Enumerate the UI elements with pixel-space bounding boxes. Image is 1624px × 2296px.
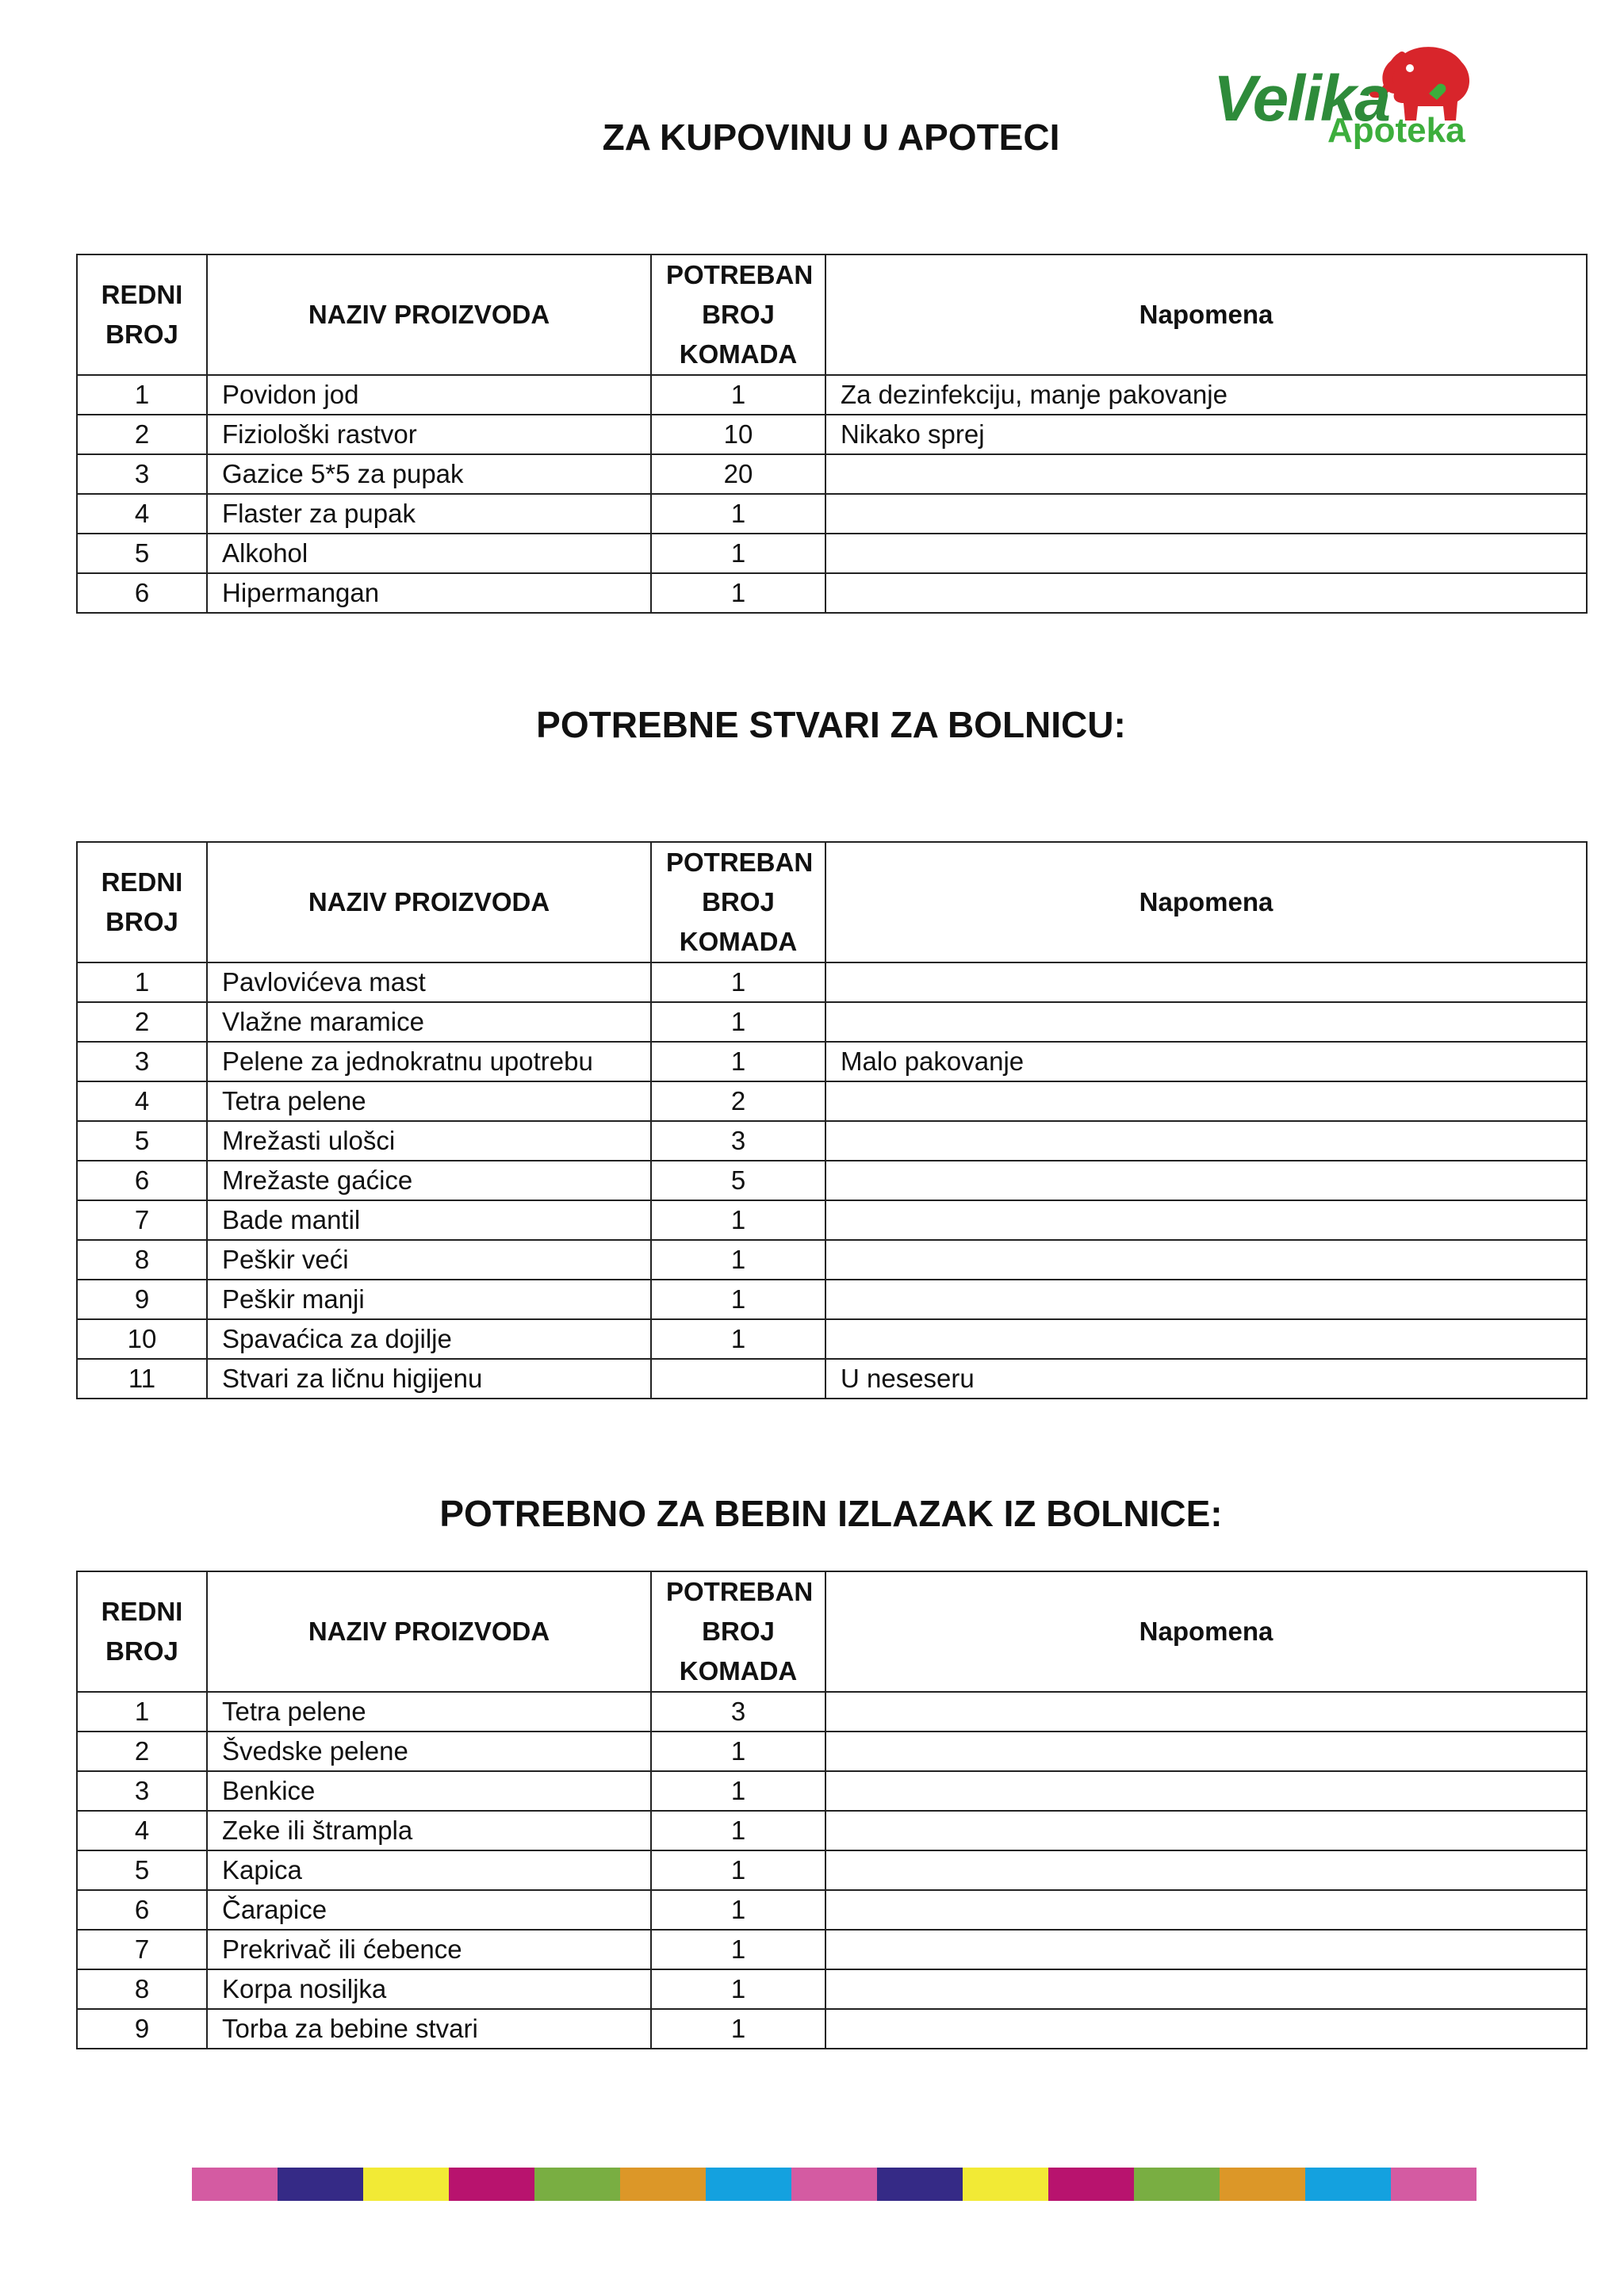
- row-quantity: 1: [651, 1002, 825, 1042]
- row-number: 5: [77, 1850, 207, 1890]
- row-note: [825, 1161, 1587, 1200]
- row-product-name: Vlažne maramice: [207, 1002, 651, 1042]
- row-quantity: 1: [651, 1240, 825, 1280]
- table-row: [77, 454, 1587, 494]
- row-quantity: 1: [651, 375, 825, 415]
- row-product-name: Prekrivač ili ćebence: [207, 1930, 651, 1969]
- row-note: [825, 1240, 1587, 1280]
- col-potreban-broj: POTREBAN BROJ KOMADA: [651, 1571, 825, 1692]
- row-number: 6: [77, 573, 207, 613]
- row-note: [825, 1319, 1587, 1359]
- row-quantity: 1: [651, 1732, 825, 1771]
- row-number: 6: [77, 1161, 207, 1200]
- table-row: [77, 1359, 1587, 1399]
- row-product-name: Mrežasti ulošci: [207, 1121, 651, 1161]
- row-note: [825, 1850, 1587, 1890]
- row-number: 7: [77, 1930, 207, 1969]
- table-row: [77, 494, 1587, 534]
- row-note: U neseseru: [825, 1359, 1587, 1399]
- row-number: 1: [77, 962, 207, 1002]
- row-number: 9: [77, 1280, 207, 1319]
- row-number: 3: [77, 454, 207, 494]
- row-note: Malo pakovanje: [825, 1042, 1587, 1081]
- row-number: 11: [77, 1359, 207, 1399]
- table-row: [77, 1121, 1587, 1161]
- row-number: 4: [77, 494, 207, 534]
- logo-subtitle: Apoteka: [1327, 111, 1465, 150]
- row-number: 10: [77, 1319, 207, 1359]
- table-row: [77, 1081, 1587, 1121]
- stripe-segment: [192, 2168, 278, 2201]
- row-number: 4: [77, 1081, 207, 1121]
- row-note: [825, 1200, 1587, 1240]
- row-quantity: 1: [651, 494, 825, 534]
- row-number: 1: [77, 375, 207, 415]
- row-quantity: 1: [651, 1042, 825, 1081]
- row-quantity: 1: [651, 1930, 825, 1969]
- row-note: Nikako sprej: [825, 415, 1587, 454]
- table-row: [77, 1890, 1587, 1930]
- row-product-name: Spavaćica za dojilje: [207, 1319, 651, 1359]
- table-row: [77, 1732, 1587, 1771]
- table-row: [77, 962, 1587, 1002]
- col-naziv-proizvoda: NAZIV PROIZVODA: [207, 1571, 651, 1692]
- row-number: 7: [77, 1200, 207, 1240]
- row-quantity: 1: [651, 1890, 825, 1930]
- table-bolnica: [76, 841, 1588, 1399]
- table-row: [77, 573, 1587, 613]
- row-note: Za dezinfekciju, manje pakovanje: [825, 375, 1587, 415]
- row-quantity: 1: [651, 1811, 825, 1850]
- section-title-apoteka: ZA KUPOVINU U APOTECI: [602, 117, 1060, 158]
- row-number: 2: [77, 1732, 207, 1771]
- col-redni-broj: REDNI BROJ: [77, 842, 207, 962]
- stripe-segment: [1305, 2168, 1391, 2201]
- table-row: [77, 1930, 1587, 1969]
- row-quantity: 1: [651, 1850, 825, 1890]
- col-napomena: Napomena: [825, 842, 1587, 962]
- col-naziv-proizvoda: NAZIV PROIZVODA: [207, 254, 651, 375]
- stripe-segment: [449, 2168, 534, 2201]
- stripe-segment: [534, 2168, 620, 2201]
- stripe-segment: [963, 2168, 1048, 2201]
- row-product-name: Peškir veći: [207, 1240, 651, 1280]
- row-note: [825, 1890, 1587, 1930]
- row-note: [825, 1692, 1587, 1732]
- row-quantity: 1: [651, 1280, 825, 1319]
- row-number: 4: [77, 1811, 207, 1850]
- row-note: [825, 2009, 1587, 2049]
- row-product-name: Torba za bebine stvari: [207, 2009, 651, 2049]
- col-napomena: Napomena: [825, 254, 1587, 375]
- row-quantity: 20: [651, 454, 825, 494]
- row-quantity: 3: [651, 1692, 825, 1732]
- row-product-name: Tetra pelene: [207, 1081, 651, 1121]
- row-product-name: Peškir manji: [207, 1280, 651, 1319]
- stripe-segment: [620, 2168, 706, 2201]
- col-napomena: Napomena: [825, 1571, 1587, 1692]
- row-product-name: Alkohol: [207, 534, 651, 573]
- row-quantity: 1: [651, 534, 825, 573]
- col-potreban-broj: POTREBAN BROJ KOMADA: [651, 842, 825, 962]
- table-row: [77, 1161, 1587, 1200]
- table-row: [77, 1850, 1587, 1890]
- row-note: [825, 534, 1587, 573]
- row-note: [825, 494, 1587, 534]
- row-note: [825, 1002, 1587, 1042]
- row-quantity: 1: [651, 1319, 825, 1359]
- stripe-segment: [363, 2168, 449, 2201]
- row-quantity: 1: [651, 1200, 825, 1240]
- col-redni-broj: REDNI BROJ: [77, 1571, 207, 1692]
- row-note: [825, 1732, 1587, 1771]
- row-product-name: Pavlovićeva mast: [207, 962, 651, 1002]
- row-note: [825, 454, 1587, 494]
- stripe-segment: [1391, 2168, 1477, 2201]
- row-number: 6: [77, 1890, 207, 1930]
- row-product-name: Pelene za jednokratnu upotrebu: [207, 1042, 651, 1081]
- row-product-name: Tetra pelene: [207, 1692, 651, 1732]
- row-product-name: Švedske pelene: [207, 1732, 651, 1771]
- table-row: [77, 375, 1587, 415]
- table-izlazak: [76, 1571, 1588, 2049]
- row-note: [825, 1280, 1587, 1319]
- row-number: 2: [77, 415, 207, 454]
- table-row: [77, 1811, 1587, 1850]
- row-note: [825, 1811, 1587, 1850]
- row-product-name: Stvari za ličnu higijenu: [207, 1359, 651, 1399]
- row-number: 5: [77, 534, 207, 573]
- row-number: 8: [77, 1240, 207, 1280]
- table-row: [77, 1002, 1587, 1042]
- row-number: 5: [77, 1121, 207, 1161]
- table-row: [77, 1200, 1587, 1240]
- section-title-izlazak: POTREBNO ZA BEBIN IZLAZAK IZ BOLNICE:: [439, 1493, 1223, 1534]
- row-number: 9: [77, 2009, 207, 2049]
- table-row: [77, 1692, 1587, 1732]
- row-quantity: 1: [651, 573, 825, 613]
- stripe-segment: [1220, 2168, 1305, 2201]
- col-naziv-proizvoda: NAZIV PROIZVODA: [207, 842, 651, 962]
- row-quantity: 3: [651, 1121, 825, 1161]
- row-quantity: 1: [651, 2009, 825, 2049]
- row-product-name: Bade mantil: [207, 1200, 651, 1240]
- table-row: [77, 415, 1587, 454]
- footer-color-stripe: [192, 2168, 1477, 2201]
- stripe-segment: [706, 2168, 791, 2201]
- row-product-name: Benkice: [207, 1771, 651, 1811]
- row-number: 8: [77, 1969, 207, 2009]
- table-row: [77, 1240, 1587, 1280]
- row-product-name: Povidon jod: [207, 375, 651, 415]
- row-quantity: 1: [651, 962, 825, 1002]
- section-title-bolnica: POTREBNE STVARI ZA BOLNICU:: [536, 704, 1126, 745]
- stripe-segment: [1048, 2168, 1134, 2201]
- table-apoteka: [76, 254, 1588, 614]
- row-note: [825, 1081, 1587, 1121]
- stripe-segment: [791, 2168, 877, 2201]
- table-row: [77, 2009, 1587, 2049]
- table-row: [77, 1969, 1587, 2009]
- row-quantity: 1: [651, 1771, 825, 1811]
- table-row: [77, 1771, 1587, 1811]
- row-quantity: [651, 1359, 825, 1399]
- table-body: [77, 375, 1587, 613]
- row-quantity: 10: [651, 415, 825, 454]
- row-number: 2: [77, 1002, 207, 1042]
- row-quantity: 5: [651, 1161, 825, 1200]
- row-product-name: Zeke ili štrampla: [207, 1811, 651, 1850]
- table-row: [77, 1319, 1587, 1359]
- row-note: [825, 1121, 1587, 1161]
- table-row: [77, 1280, 1587, 1319]
- col-redni-broj: REDNI BROJ: [77, 254, 207, 375]
- row-note: [825, 1771, 1587, 1811]
- stripe-segment: [877, 2168, 963, 2201]
- stripe-segment: [278, 2168, 363, 2201]
- row-quantity: 1: [651, 1969, 825, 2009]
- table-body: [77, 962, 1587, 1399]
- row-product-name: Korpa nosiljka: [207, 1969, 651, 2009]
- row-number: 1: [77, 1692, 207, 1732]
- row-product-name: Hipermangan: [207, 573, 651, 613]
- row-product-name: Flaster za pupak: [207, 494, 651, 534]
- row-product-name: Kapica: [207, 1850, 651, 1890]
- table-body: [77, 1692, 1587, 2049]
- col-potreban-broj: POTREBAN BROJ KOMADA: [651, 254, 825, 375]
- stripe-segment: [1134, 2168, 1220, 2201]
- table-row: [77, 534, 1587, 573]
- row-note: [825, 1930, 1587, 1969]
- row-note: [825, 573, 1587, 613]
- row-quantity: 2: [651, 1081, 825, 1121]
- row-product-name: Čarapice: [207, 1890, 651, 1930]
- row-note: [825, 1969, 1587, 2009]
- logo-wordmark: Velika: [1213, 63, 1390, 135]
- row-product-name: Fiziološki rastvor: [207, 415, 651, 454]
- row-product-name: Mrežaste gaćice: [207, 1161, 651, 1200]
- row-note: [825, 962, 1587, 1002]
- table-row: [77, 1042, 1587, 1081]
- row-product-name: Gazice 5*5 za pupak: [207, 454, 651, 494]
- row-number: 3: [77, 1042, 207, 1081]
- row-number: 3: [77, 1771, 207, 1811]
